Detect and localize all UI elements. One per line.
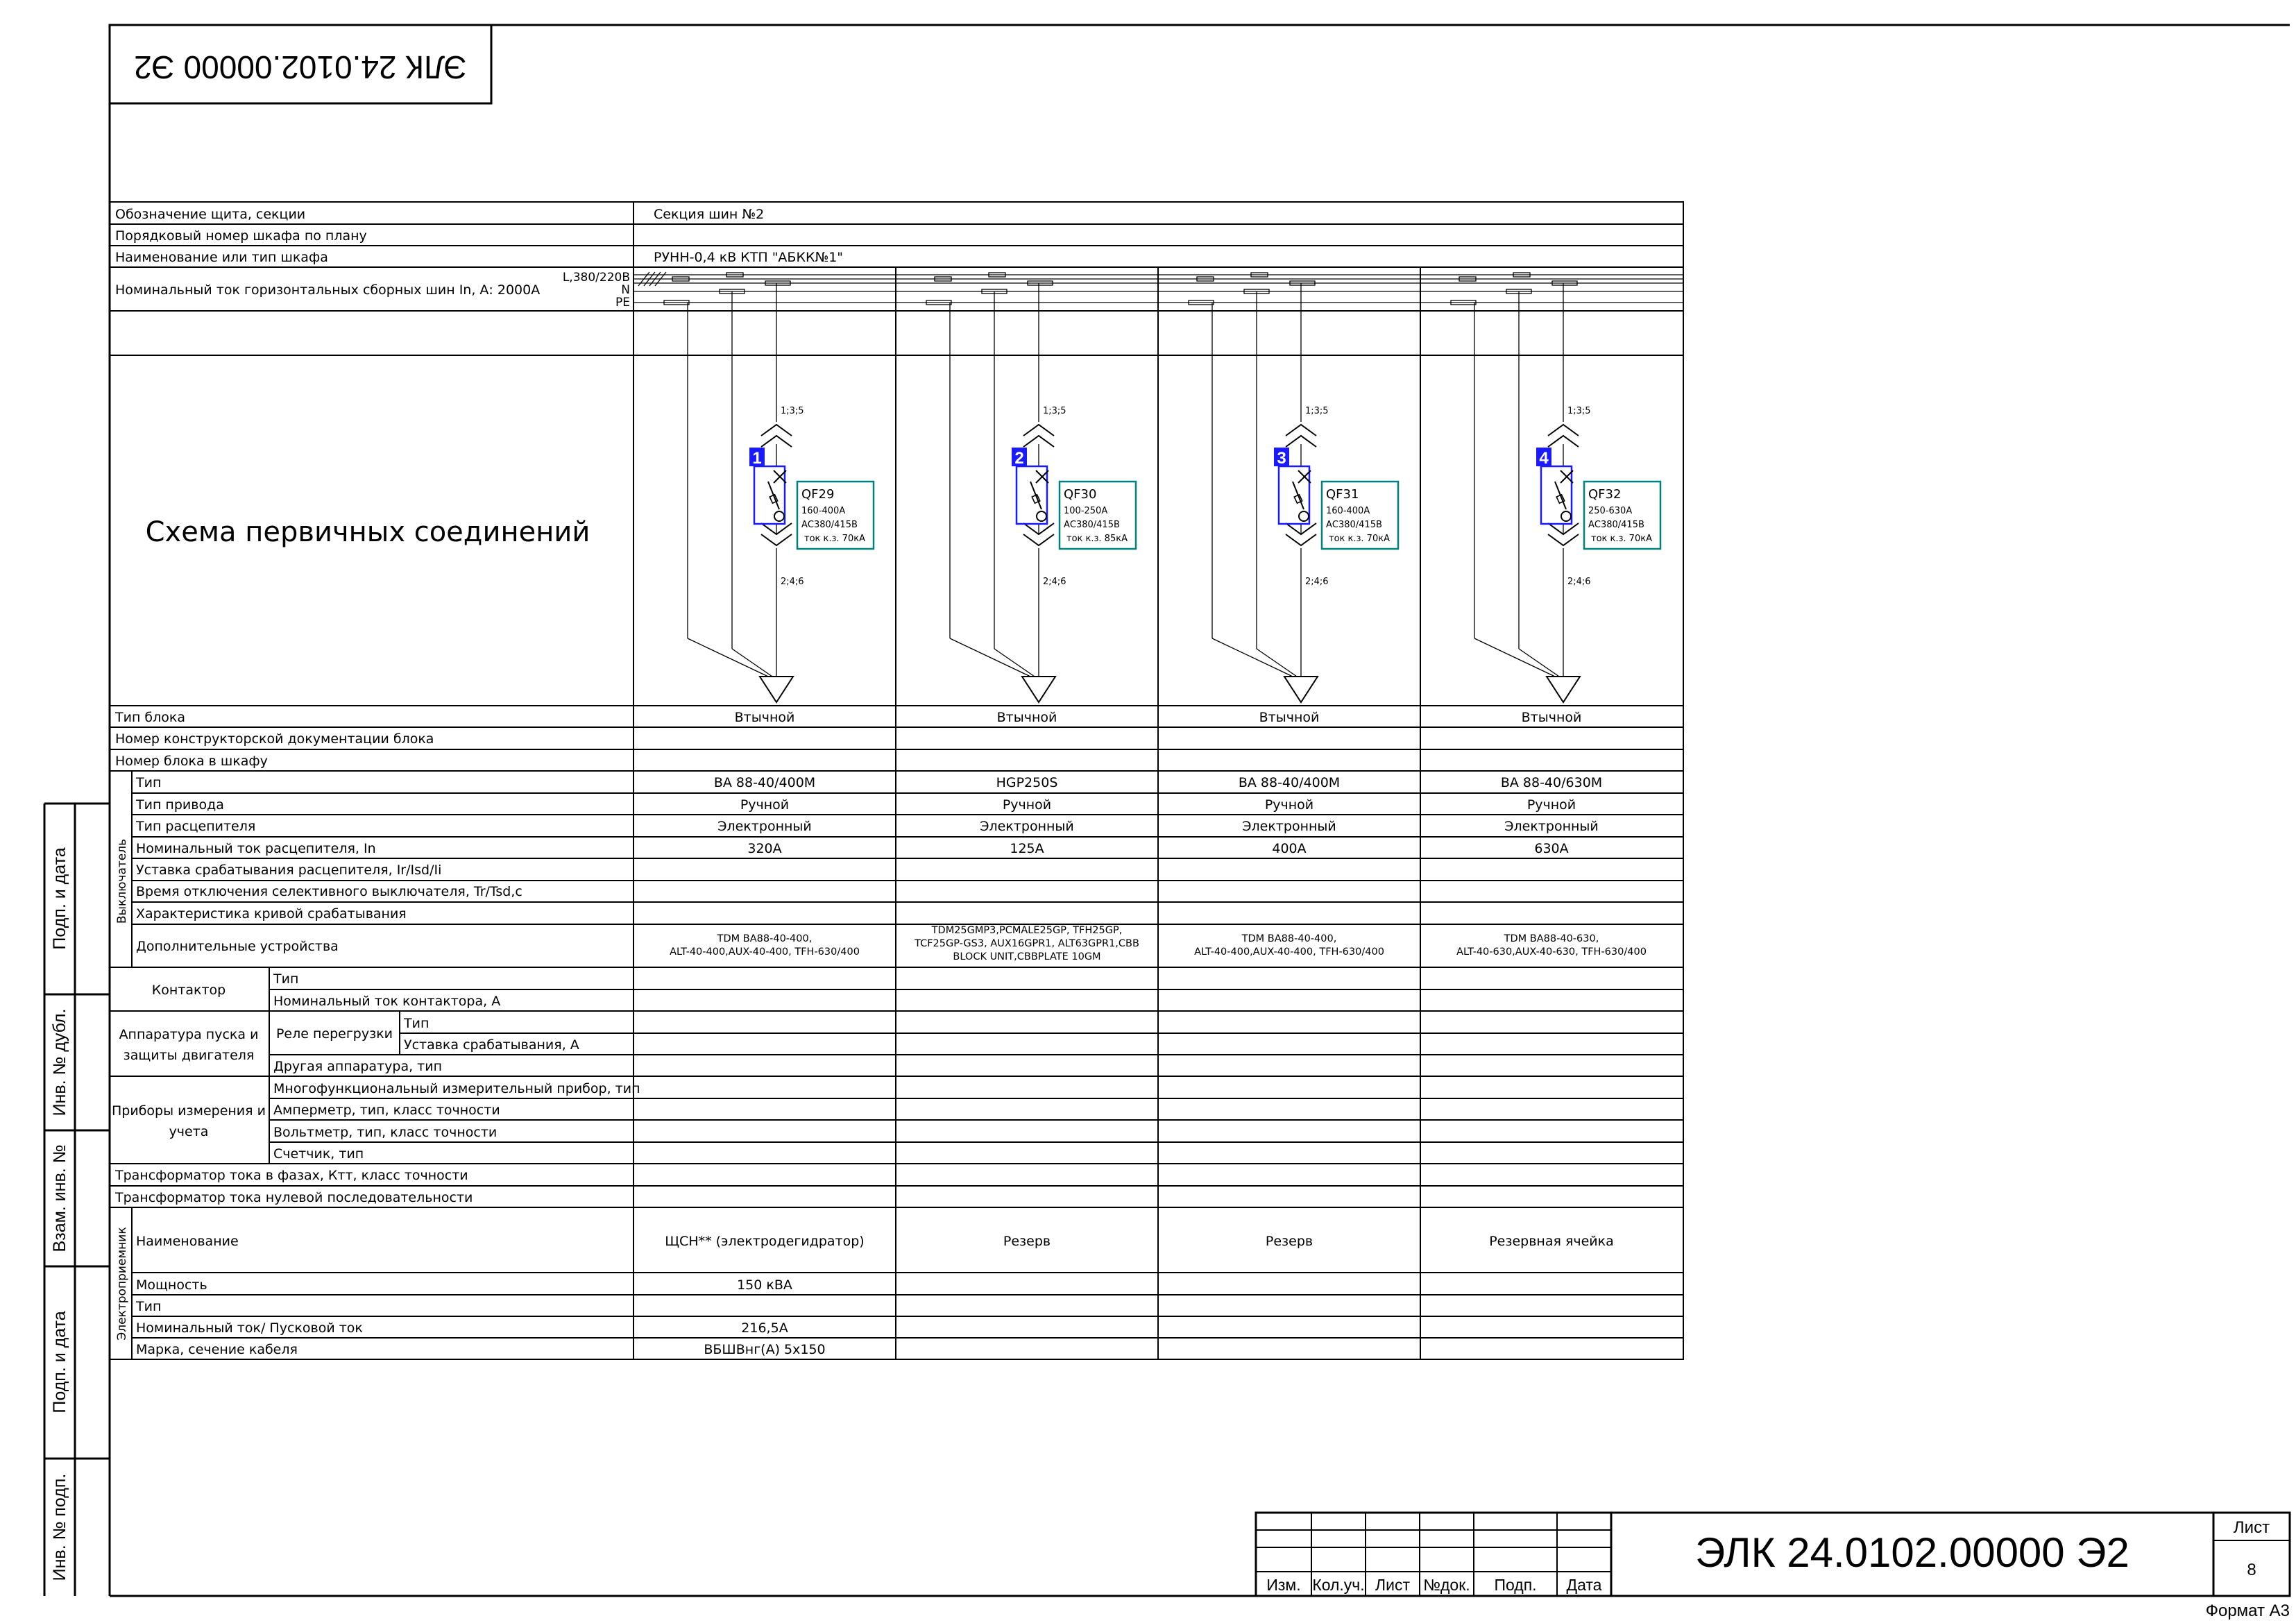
side-label-orig-inv: Инв. № подп. — [50, 1473, 69, 1581]
label-contactor-current: Номинальный ток контактора, А — [273, 994, 501, 1009]
label-block-num: Номер блока в шкафу — [115, 754, 268, 769]
plug-chevron-top — [1548, 425, 1579, 436]
label-consumer-group: Электроприемник — [115, 1227, 129, 1341]
extra-devices-line: TDM ВА88-40-400, — [717, 933, 813, 944]
plug-chevron-bottom — [1286, 534, 1316, 545]
label-br-setting: Уставка срабатывания расцепителя, Ir/Isd/Ii — [136, 863, 442, 878]
breaker-drive-value: Ручной — [1264, 797, 1314, 813]
breaker-terminal — [1299, 511, 1309, 521]
label-br-current: Номинальный ток расцепителя, In — [136, 841, 376, 856]
label-br-drive: Тип привода — [136, 797, 224, 813]
contacts-top: 1;3;5 — [1305, 406, 1329, 416]
block-type-value: Втычной — [1521, 710, 1582, 725]
breaker-drive-value: Ручной — [740, 797, 790, 813]
label-cons-name: Наименование — [136, 1234, 239, 1249]
label-meters-2: учета — [169, 1124, 209, 1139]
cabinet-type-label: Наименование или тип шкафа — [115, 250, 328, 265]
label-ct-zero: Трансформатор тока нулевой последовательности — [115, 1190, 473, 1205]
drawing-frame — [110, 25, 2290, 1596]
breaker-type-value: ВА 88-40/630М — [1500, 775, 1603, 790]
breaker-release-value: Электронный — [980, 819, 1074, 834]
top-doc-code: ЭЛК 24.0102.00000 Э2 — [134, 49, 467, 85]
breaker-number: 4 — [1539, 449, 1549, 468]
cabinet-number-label: Порядковый номер шкафа по плану — [115, 228, 367, 244]
breaker-type-value: ВА 88-40/400М — [713, 775, 816, 790]
breaker-terminal — [1037, 511, 1046, 521]
feeder-column-2 — [914, 273, 1139, 1249]
side-strip — [44, 804, 110, 1596]
breaker-designation: QF32 — [1588, 487, 1622, 502]
label-voltmeter: Вольтметр, тип, класс точности — [273, 1125, 498, 1140]
contacts-bottom: 2;4;6 — [1043, 577, 1066, 587]
label-br-release: Тип расцепителя — [136, 819, 256, 834]
extra-devices-line: TDM ВА88-40-630, — [1504, 933, 1599, 944]
consumer-cable-value: ВБШВнг(А) 5х150 — [704, 1342, 826, 1357]
plug-chevron-top — [1023, 425, 1054, 436]
extra-devices-line: TDM25GMP3,PCMALE25GP, TFH25GP, — [931, 925, 1123, 936]
breaker-number: 1 — [752, 449, 762, 468]
label-motor-app-2: защиты двигателя — [123, 1048, 255, 1063]
contacts-bottom: 2;4;6 — [1305, 577, 1329, 587]
plug-chevron-top — [761, 425, 792, 436]
breaker-drive-value: Ручной — [1527, 797, 1576, 813]
plug-chevron-bottom — [1548, 534, 1579, 545]
bus-label-l: L,380/220В — [562, 271, 630, 284]
consumer-name-value: Резерв — [1003, 1234, 1051, 1249]
breaker-voltage: АС380/415В — [801, 520, 858, 530]
plug-chevron-top — [1286, 425, 1316, 436]
contacts-bottom: 2;4;6 — [781, 577, 804, 587]
breaker-icu: ток к.з. 70кА — [1591, 534, 1652, 544]
feeder-column-3 — [1189, 273, 1398, 1249]
label-block-doc: Номер конструкторской документации блока — [115, 731, 434, 747]
contacts-bottom: 2;4;6 — [1567, 577, 1591, 587]
bus-label-n: N — [621, 283, 630, 297]
load-triangle — [1547, 677, 1580, 702]
stamp-header-izm: Изм. — [1266, 1576, 1301, 1594]
phase-converge-a — [950, 638, 1030, 677]
label-br-time: Время отключения селективного выключателя, Tr/Tsd,c — [136, 884, 522, 899]
panel-designation-value: Секция шин №2 — [654, 207, 765, 222]
stamp-header-ndok: №док. — [1423, 1576, 1470, 1594]
breaker-type-value: ВА 88-40/400М — [1238, 775, 1341, 790]
label-overload-type: Тип — [404, 1016, 430, 1031]
breaker-voltage: АС380/415В — [1588, 520, 1644, 530]
breaker-current-value: 320А — [747, 841, 782, 856]
phase-converge-a — [1474, 638, 1555, 677]
plug-chevron-bottom — [1023, 534, 1054, 545]
breaker-designation: QF31 — [1326, 487, 1359, 502]
cabinet-type-value: РУНН-0,4 кВ КТП "АБКК№1" — [654, 250, 844, 265]
bus-label-pe: PE — [615, 296, 630, 309]
label-br-type: Тип — [136, 775, 162, 790]
block-type-value: Втычной — [996, 710, 1057, 725]
phase-converge-a — [688, 638, 768, 677]
label-motor-app-1: Аппаратура пуска и — [119, 1027, 259, 1042]
diagram-title: Схема первичных соединений — [145, 516, 590, 548]
breaker-current-value: 400А — [1272, 841, 1307, 856]
title-block — [1256, 1513, 2290, 1620]
label-breaker-group: Выключатель — [115, 838, 129, 924]
label-br-curve: Характеристика кривой срабатывания — [136, 906, 407, 921]
consumer-power-value: 150 кВА — [737, 1277, 792, 1293]
stamp-header-data: Дата — [1566, 1576, 1602, 1594]
breaker-voltage: АС380/415В — [1064, 520, 1120, 530]
consumer-name-value: Резервная ячейка — [1489, 1234, 1614, 1249]
label-other-app: Другая аппаратура, тип — [273, 1059, 443, 1074]
sheet-number: 8 — [2247, 1561, 2256, 1579]
label-br-extra: Дополнительные устройства — [136, 939, 339, 954]
label-meters-1: Приборы измерения и — [112, 1103, 266, 1119]
label-block-type: Тип блока — [115, 710, 186, 725]
breaker-release-value: Электронный — [1504, 819, 1599, 834]
extra-devices-line: ALT-40-630,AUX-40-630, TFH-630/400 — [1456, 946, 1647, 958]
feeder-column-4 — [1451, 273, 1660, 1249]
breaker-icu: ток к.з. 70кА — [1329, 534, 1390, 544]
stamp-header-kolvo: Кол.уч. — [1312, 1576, 1365, 1594]
label-overload-setting: Уставка срабатывания, А — [404, 1037, 579, 1053]
plug-chevron-bottom — [761, 534, 792, 545]
breaker-designation: QF29 — [801, 487, 835, 502]
breaker-voltage: АС380/415В — [1326, 520, 1382, 530]
label-cons-current: Номинальный ток/ Пусковой ток — [136, 1320, 363, 1336]
panel-designation-label: Обозначение щита, секции — [115, 207, 306, 222]
label-overload: Реле перегрузки — [275, 1026, 393, 1042]
breaker-number: 3 — [1277, 449, 1286, 468]
label-multimeter: Многофункциональный измерительный прибор, тип — [273, 1081, 640, 1096]
side-label-replace-inv: Взам. инв. № — [50, 1144, 69, 1252]
load-triangle — [760, 677, 793, 702]
stamp-doc-code: ЭЛК 24.0102.00000 Э2 — [1695, 1529, 2129, 1576]
stamp-header-list: Лист — [1375, 1576, 1410, 1594]
breaker-current-value: 630А — [1534, 841, 1569, 856]
side-label-sign-date-2: Подп. и дата — [50, 1311, 69, 1413]
format-label: Формат А3 — [2205, 1601, 2290, 1620]
breaker-icu: ток к.з. 70кА — [804, 534, 865, 544]
breaker-range: 160-400А — [1326, 506, 1370, 516]
breaker-current-value: 125А — [1010, 841, 1044, 856]
busbar-current-label: Номинальный ток горизонтальных сборных шин In, А: 2000А — [115, 282, 541, 298]
breaker-type-value: HGP250S — [996, 775, 1058, 790]
extra-devices-line: TDM ВА88-40-400, — [1241, 933, 1337, 944]
breaker-designation: QF30 — [1064, 487, 1097, 502]
consumer-current-value: 216,5А — [741, 1320, 788, 1336]
block-type-value: Втычной — [734, 710, 795, 725]
extra-devices-line: TCF25GP-GS3, AUX16GPR1, ALT63GPR1,CBB — [915, 938, 1139, 949]
top-code-box — [110, 25, 491, 103]
breaker-drive-value: Ручной — [1002, 797, 1052, 813]
breaker-terminal — [774, 511, 784, 521]
label-cons-cable: Марка, сечение кабеля — [136, 1342, 298, 1357]
contacts-top: 1;3;5 — [1043, 406, 1066, 416]
consumer-name-value: ЩСН** (электродегидратор) — [665, 1234, 865, 1249]
consumer-name-value: Резерв — [1265, 1234, 1313, 1249]
main-table-grid — [110, 202, 1683, 1359]
breaker-icu: ток к.з. 85кА — [1066, 534, 1128, 544]
breaker-terminal — [1561, 511, 1571, 521]
extra-devices-line: BLOCK UNIT,CBBPLATE 10GM — [953, 951, 1101, 962]
breaker-range: 100-250А — [1064, 506, 1108, 516]
label-contactor-type: Тип — [273, 971, 299, 987]
sheet-label: Лист — [2233, 1518, 2270, 1537]
extra-devices-line: ALT-40-400,AUX-40-400, TFH-630/400 — [670, 946, 860, 958]
contacts-top: 1;3;5 — [1567, 406, 1591, 416]
breaker-range: 250-630А — [1588, 506, 1633, 516]
label-ammeter: Амперметр, тип, класс точности — [273, 1103, 500, 1118]
label-counter: Счетчик, тип — [273, 1146, 364, 1162]
contacts-top: 1;3;5 — [781, 406, 804, 416]
label-cons-power: Мощность — [136, 1277, 207, 1293]
label-contactor: Контактор — [151, 983, 226, 998]
header-rows — [115, 207, 846, 548]
side-label-dup-inv: Инв. № дубл. — [50, 1008, 69, 1116]
extra-devices-line: ALT-40-400,AUX-40-400, TFH-630/400 — [1194, 946, 1384, 958]
load-triangle — [1284, 677, 1318, 702]
phase-converge-a — [1212, 638, 1293, 677]
stamp-header-podp: Подп. — [1494, 1576, 1537, 1594]
block-type-value: Втычной — [1259, 710, 1320, 725]
label-cons-type: Тип — [136, 1299, 162, 1314]
side-label-sign-date-1: Подп. и дата — [50, 847, 69, 950]
load-triangle — [1022, 677, 1055, 702]
label-ct-phases: Трансформатор тока в фазах, Ктт, класс точности — [115, 1168, 468, 1183]
breaker-range: 160-400А — [801, 506, 846, 516]
breaker-release-value: Электронный — [717, 819, 812, 834]
breaker-release-value: Электронный — [1242, 819, 1336, 834]
breaker-number: 2 — [1014, 449, 1024, 468]
